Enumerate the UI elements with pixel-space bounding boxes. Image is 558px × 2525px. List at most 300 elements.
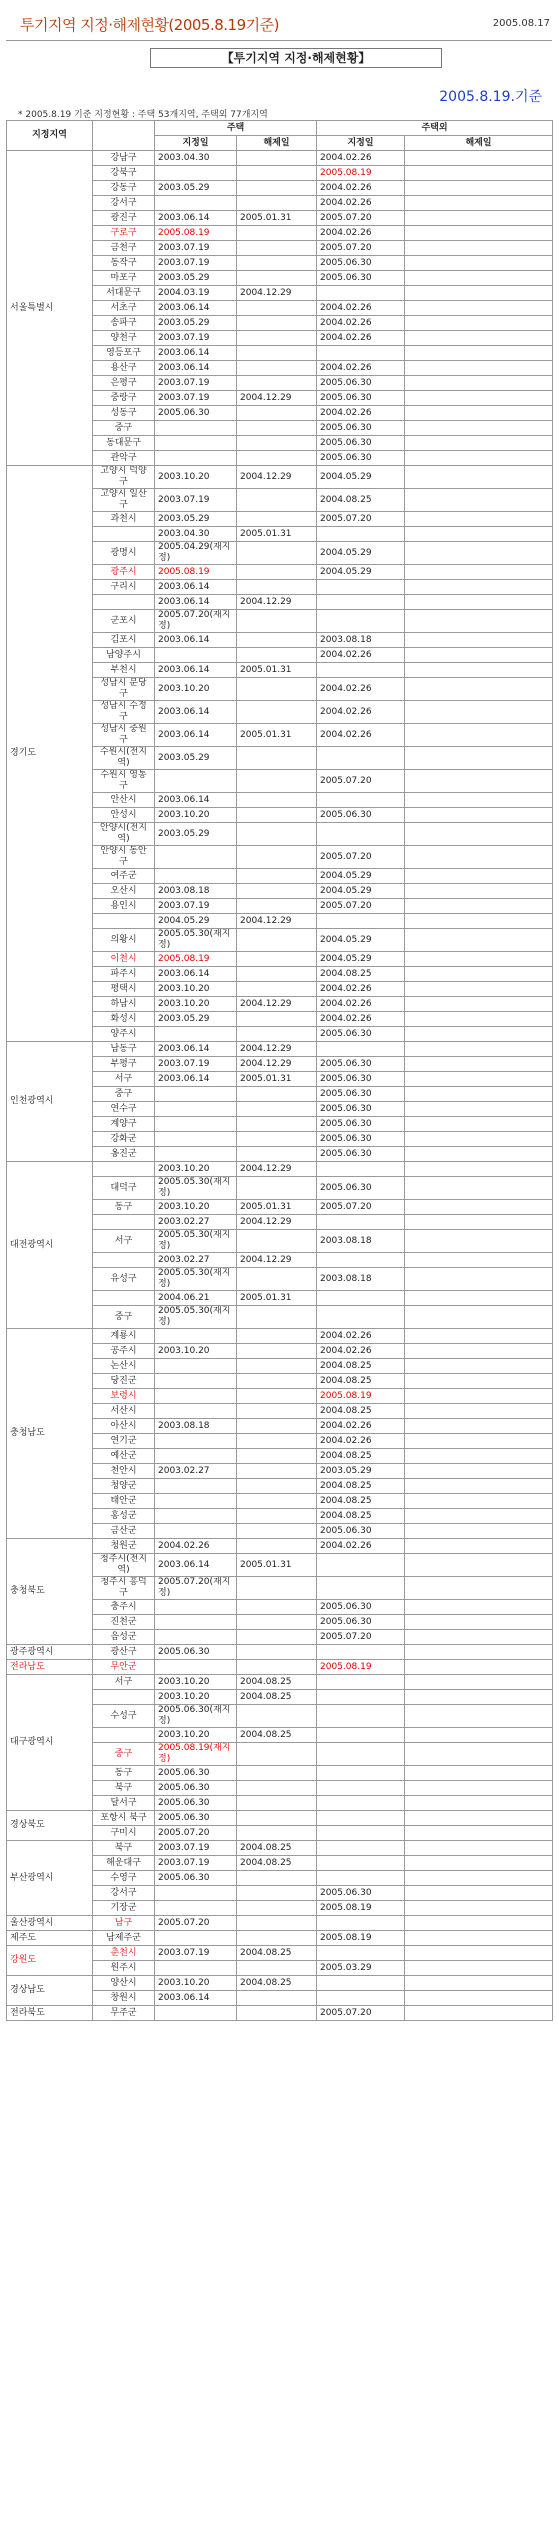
- house-released-cell: [237, 808, 317, 823]
- nonhouse-designated-cell: 2005.06.30: [317, 1600, 405, 1615]
- city-cell: 금산군: [93, 1524, 155, 1539]
- nonhouse-released-cell: [405, 181, 553, 196]
- house-designated-cell: 2003.07.19: [155, 331, 237, 346]
- house-released-cell: [237, 633, 317, 648]
- house-released-cell: [237, 884, 317, 899]
- house-released-cell: 2004.12.29: [237, 997, 317, 1012]
- house-released-cell: [237, 1177, 317, 1200]
- house-designated-cell: [155, 1524, 237, 1539]
- nonhouse-designated-cell: 2004.02.26: [317, 196, 405, 211]
- house-released-cell: 2004.12.29: [237, 1057, 317, 1072]
- house-released-cell: [237, 1524, 317, 1539]
- city-cell: 천안시: [93, 1464, 155, 1479]
- nonhouse-released-cell: [405, 899, 553, 914]
- city-cell: 고양시 일산구: [93, 489, 155, 512]
- nonhouse-designated-cell: 2005.08.19: [317, 166, 405, 181]
- city-cell: 홍성군: [93, 1509, 155, 1524]
- city-cell: 화성시: [93, 1012, 155, 1027]
- house-released-cell: [237, 1374, 317, 1389]
- nonhouse-released-cell: [405, 1434, 553, 1449]
- house-designated-cell: 2005.05.30(재지정): [155, 1306, 237, 1329]
- city-cell: 강남구: [93, 151, 155, 166]
- city-cell: 기장군: [93, 1901, 155, 1916]
- city-cell: 부평구: [93, 1057, 155, 1072]
- city-cell: 강북구: [93, 166, 155, 181]
- city-cell: 중구: [93, 1306, 155, 1329]
- nonhouse-designated-cell: [317, 1841, 405, 1856]
- nonhouse-released-cell: [405, 1524, 553, 1539]
- nonhouse-designated-cell: 2004.08.25: [317, 1479, 405, 1494]
- nonhouse-designated-cell: 2005.06.30: [317, 376, 405, 391]
- nonhouse-designated-cell: [317, 1811, 405, 1826]
- city-cell: 계룡시: [93, 1329, 155, 1344]
- house-released-cell: [237, 1494, 317, 1509]
- house-designated-cell: 2003.08.18: [155, 884, 237, 899]
- house-designated-cell: 2005.05.30(재지정): [155, 1230, 237, 1253]
- city-cell: 광진구: [93, 211, 155, 226]
- house-released-cell: [237, 361, 317, 376]
- nonhouse-released-cell: [405, 595, 553, 610]
- region-cell: 대전광역시: [7, 1162, 93, 1329]
- house-designated-cell: [155, 196, 237, 211]
- nonhouse-released-cell: [405, 1946, 553, 1961]
- region-cell: 충청북도: [7, 1539, 93, 1645]
- house-designated-cell: 2004.02.26: [155, 1539, 237, 1554]
- nonhouse-designated-cell: 2005.06.30: [317, 436, 405, 451]
- nonhouse-released-cell: [405, 1931, 553, 1946]
- house-designated-cell: 2003.07.19: [155, 391, 237, 406]
- house-designated-cell: 2005.05.30(재지정): [155, 929, 237, 952]
- table-row: [7, 1329, 553, 1344]
- city-cell: 고양시 덕양구: [93, 466, 155, 489]
- house-released-cell: [237, 1509, 317, 1524]
- city-cell: 남구: [93, 1916, 155, 1931]
- house-designated-cell: [155, 2006, 237, 2021]
- house-released-cell: [237, 436, 317, 451]
- city-cell: 남제주군: [93, 1931, 155, 1946]
- nonhouse-designated-cell: [317, 1976, 405, 1991]
- house-released-cell: [237, 1359, 317, 1374]
- nonhouse-released-cell: [405, 1306, 553, 1329]
- nonhouse-designated-cell: 2004.02.26: [317, 1012, 405, 1027]
- house-designated-cell: 2003.06.14: [155, 793, 237, 808]
- house-designated-cell: 2003.05.29: [155, 512, 237, 527]
- nonhouse-designated-cell: 2005.07.20: [317, 241, 405, 256]
- city-cell: 수원시 영통구: [93, 770, 155, 793]
- nonhouse-designated-cell: 2005.06.30: [317, 256, 405, 271]
- nonhouse-designated-cell: 2005.06.30: [317, 451, 405, 466]
- house-released-cell: 2004.08.25: [237, 1856, 317, 1871]
- house-designated-cell: [155, 1027, 237, 1042]
- house-released-cell: [237, 1102, 317, 1117]
- city-cell: 성남시 중원구: [93, 724, 155, 747]
- nonhouse-designated-cell: [317, 1645, 405, 1660]
- house-designated-cell: 2005.06.30: [155, 1871, 237, 1886]
- nonhouse-released-cell: [405, 701, 553, 724]
- nonhouse-released-cell: [405, 1268, 553, 1291]
- city-cell: 동대문구: [93, 436, 155, 451]
- house-released-cell: [237, 1630, 317, 1645]
- house-designated-cell: 2003.05.29: [155, 181, 237, 196]
- nonhouse-released-cell: [405, 1291, 553, 1306]
- city-cell: 북구: [93, 1841, 155, 1856]
- city-cell: 의왕시: [93, 929, 155, 952]
- nonhouse-designated-cell: [317, 747, 405, 770]
- house-released-cell: [237, 316, 317, 331]
- city-cell: 음성군: [93, 1630, 155, 1645]
- house-designated-cell: 2003.07.19: [155, 489, 237, 512]
- city-cell: 청주시 흥덕구: [93, 1577, 155, 1600]
- house-released-cell: [237, 1796, 317, 1811]
- house-released-cell: [237, 967, 317, 982]
- city-cell: 용인시: [93, 899, 155, 914]
- nonhouse-released-cell: [405, 1811, 553, 1826]
- house-designated-cell: 2005.07.20(재지정): [155, 610, 237, 633]
- nonhouse-released-cell: [405, 1961, 553, 1976]
- header-city: [93, 121, 155, 151]
- house-released-cell: 2004.12.29: [237, 286, 317, 301]
- city-cell: [93, 1215, 155, 1230]
- city-cell: 남양주시: [93, 648, 155, 663]
- nonhouse-designated-cell: 2005.08.19: [317, 1901, 405, 1916]
- house-designated-cell: 2003.05.29: [155, 747, 237, 770]
- house-released-cell: [237, 701, 317, 724]
- city-cell: 서구: [93, 1230, 155, 1253]
- nonhouse-designated-cell: 2005.06.30: [317, 1886, 405, 1901]
- header-nonhouse-released: 해제일: [405, 136, 553, 151]
- nonhouse-designated-cell: 2004.02.26: [317, 406, 405, 421]
- region-cell: 충청남도: [7, 1329, 93, 1539]
- nonhouse-designated-cell: [317, 914, 405, 929]
- house-designated-cell: 2003.02.27: [155, 1253, 237, 1268]
- nonhouse-designated-cell: 2004.02.26: [317, 1419, 405, 1434]
- city-cell: 군포시: [93, 610, 155, 633]
- nonhouse-released-cell: [405, 1743, 553, 1766]
- house-designated-cell: [155, 648, 237, 663]
- nonhouse-released-cell: [405, 846, 553, 869]
- nonhouse-released-cell: [405, 929, 553, 952]
- nonhouse-designated-cell: 2005.07.20: [317, 1630, 405, 1645]
- nonhouse-released-cell: [405, 1630, 553, 1645]
- table-row: [7, 1946, 553, 1961]
- nonhouse-released-cell: [405, 436, 553, 451]
- nonhouse-designated-cell: 2004.02.26: [317, 982, 405, 997]
- nonhouse-designated-cell: 2005.07.20: [317, 1200, 405, 1215]
- nonhouse-released-cell: [405, 421, 553, 436]
- city-cell: 동구: [93, 1200, 155, 1215]
- nonhouse-designated-cell: [317, 346, 405, 361]
- house-released-cell: 2005.01.31: [237, 1554, 317, 1577]
- nonhouse-designated-cell: 2004.05.29: [317, 884, 405, 899]
- house-designated-cell: 2003.06.14: [155, 595, 237, 610]
- page-title: 투기지역 지정·해제현황(2005.8.19기준): [20, 16, 279, 34]
- nonhouse-designated-cell: 2004.08.25: [317, 1404, 405, 1419]
- nonhouse-designated-cell: 2004.08.25: [317, 1374, 405, 1389]
- city-cell: 양천구: [93, 331, 155, 346]
- house-released-cell: [237, 1743, 317, 1766]
- table-row: [7, 1162, 553, 1177]
- city-cell: 무주군: [93, 2006, 155, 2021]
- nonhouse-released-cell: [405, 241, 553, 256]
- city-cell: 동작구: [93, 256, 155, 271]
- house-released-cell: [237, 1766, 317, 1781]
- city-cell: 강서구: [93, 196, 155, 211]
- nonhouse-released-cell: [405, 1675, 553, 1690]
- city-cell: 광산구: [93, 1645, 155, 1660]
- house-released-cell: 2005.01.31: [237, 527, 317, 542]
- city-cell: 안양시(전지역): [93, 823, 155, 846]
- nonhouse-designated-cell: [317, 1826, 405, 1841]
- city-cell: 남동구: [93, 1042, 155, 1057]
- city-cell: 성남시 수정구: [93, 701, 155, 724]
- house-designated-cell: [155, 166, 237, 181]
- house-designated-cell: 2003.10.20: [155, 1976, 237, 1991]
- city-cell: 청원군: [93, 1539, 155, 1554]
- city-cell: 수영구: [93, 1871, 155, 1886]
- house-released-cell: 2004.12.29: [237, 1162, 317, 1177]
- house-released-cell: 2005.01.31: [237, 1200, 317, 1215]
- house-designated-cell: 2003.07.19: [155, 899, 237, 914]
- nonhouse-released-cell: [405, 982, 553, 997]
- nonhouse-designated-cell: [317, 1554, 405, 1577]
- nonhouse-released-cell: [405, 1449, 553, 1464]
- house-designated-cell: 2003.06.14: [155, 211, 237, 226]
- house-released-cell: 2004.12.29: [237, 391, 317, 406]
- nonhouse-designated-cell: 2004.08.25: [317, 1509, 405, 1524]
- house-released-cell: [237, 1705, 317, 1728]
- house-released-cell: 2004.08.25: [237, 1728, 317, 1743]
- city-cell: 청양군: [93, 1479, 155, 1494]
- nonhouse-designated-cell: 2005.07.20: [317, 770, 405, 793]
- house-designated-cell: 2005.08.19(재지정): [155, 1743, 237, 1766]
- house-designated-cell: [155, 1329, 237, 1344]
- nonhouse-released-cell: [405, 1886, 553, 1901]
- house-designated-cell: 2005.07.20(재지정): [155, 1577, 237, 1600]
- house-released-cell: [237, 1600, 317, 1615]
- nonhouse-designated-cell: 2003.05.29: [317, 1464, 405, 1479]
- city-cell: 광주시: [93, 565, 155, 580]
- city-cell: 창원시: [93, 1991, 155, 2006]
- house-designated-cell: 2003.02.27: [155, 1215, 237, 1230]
- city-cell: 청주시(전지역): [93, 1554, 155, 1577]
- house-designated-cell: 2003.10.20: [155, 997, 237, 1012]
- house-designated-cell: [155, 1389, 237, 1404]
- designation-table: [6, 120, 553, 2021]
- city-cell: 무안군: [93, 1660, 155, 1675]
- nonhouse-released-cell: [405, 1705, 553, 1728]
- nonhouse-released-cell: [405, 1329, 553, 1344]
- house-designated-cell: 2003.05.29: [155, 823, 237, 846]
- nonhouse-designated-cell: [317, 1690, 405, 1705]
- house-released-cell: [237, 542, 317, 565]
- nonhouse-designated-cell: [317, 1291, 405, 1306]
- house-designated-cell: 2003.06.14: [155, 633, 237, 648]
- house-designated-cell: 2005.05.30(재지정): [155, 1268, 237, 1291]
- house-released-cell: [237, 1901, 317, 1916]
- house-released-cell: [237, 489, 317, 512]
- nonhouse-released-cell: [405, 633, 553, 648]
- house-released-cell: [237, 346, 317, 361]
- nonhouse-designated-cell: 2004.08.25: [317, 1449, 405, 1464]
- city-cell: 마포구: [93, 271, 155, 286]
- nonhouse-released-cell: [405, 1344, 553, 1359]
- house-released-cell: [237, 301, 317, 316]
- house-released-cell: [237, 1961, 317, 1976]
- house-released-cell: [237, 1645, 317, 1660]
- nonhouse-designated-cell: 2005.06.30: [317, 1027, 405, 1042]
- city-cell: 서구: [93, 1675, 155, 1690]
- nonhouse-released-cell: [405, 869, 553, 884]
- city-cell: 해운대구: [93, 1856, 155, 1871]
- house-designated-cell: [155, 1901, 237, 1916]
- nonhouse-designated-cell: 2005.07.20: [317, 211, 405, 226]
- header-region: 지정지역: [7, 121, 93, 151]
- nonhouse-designated-cell: 2005.07.20: [317, 846, 405, 869]
- house-released-cell: [237, 1615, 317, 1630]
- nonhouse-released-cell: [405, 823, 553, 846]
- house-released-cell: [237, 1479, 317, 1494]
- nonhouse-designated-cell: 2004.02.26: [317, 678, 405, 701]
- house-designated-cell: 2004.06.21: [155, 1291, 237, 1306]
- house-released-cell: [237, 196, 317, 211]
- nonhouse-released-cell: [405, 1901, 553, 1916]
- nonhouse-released-cell: [405, 1374, 553, 1389]
- report-date: 2005.08.17: [492, 18, 550, 29]
- nonhouse-designated-cell: 2004.08.25: [317, 967, 405, 982]
- city-cell: 서구: [93, 1072, 155, 1087]
- nonhouse-released-cell: [405, 391, 553, 406]
- nonhouse-released-cell: [405, 1117, 553, 1132]
- house-designated-cell: 2003.10.20: [155, 1200, 237, 1215]
- nonhouse-designated-cell: [317, 663, 405, 678]
- nonhouse-released-cell: [405, 1991, 553, 2006]
- table-row: [7, 1916, 553, 1931]
- city-cell: 용산구: [93, 361, 155, 376]
- nonhouse-designated-cell: 2004.02.26: [317, 361, 405, 376]
- house-released-cell: [237, 580, 317, 595]
- house-designated-cell: 2003.07.19: [155, 1841, 237, 1856]
- region-cell: 인천광역시: [7, 1042, 93, 1162]
- nonhouse-released-cell: [405, 1132, 553, 1147]
- city-cell: 달서구: [93, 1796, 155, 1811]
- city-cell: 태안군: [93, 1494, 155, 1509]
- city-cell: 수원시(전지역): [93, 747, 155, 770]
- city-cell: 안양시 동안구: [93, 846, 155, 869]
- nonhouse-released-cell: [405, 1042, 553, 1057]
- nonhouse-designated-cell: [317, 1991, 405, 2006]
- house-designated-cell: 2003.10.20: [155, 1728, 237, 1743]
- nonhouse-released-cell: [405, 542, 553, 565]
- region-cell: 광주광역시: [7, 1645, 93, 1660]
- house-released-cell: 2004.12.29: [237, 466, 317, 489]
- nonhouse-released-cell: [405, 512, 553, 527]
- house-designated-cell: 2003.10.20: [155, 1690, 237, 1705]
- house-released-cell: [237, 1027, 317, 1042]
- nonhouse-released-cell: [405, 1871, 553, 1886]
- house-released-cell: [237, 793, 317, 808]
- city-cell: 강화군: [93, 1132, 155, 1147]
- house-designated-cell: 2003.06.14: [155, 1554, 237, 1577]
- nonhouse-released-cell: [405, 489, 553, 512]
- nonhouse-designated-cell: [317, 1781, 405, 1796]
- city-cell: 김포시: [93, 633, 155, 648]
- house-released-cell: [237, 1344, 317, 1359]
- city-cell: 하남시: [93, 997, 155, 1012]
- region-cell: 경기도: [7, 466, 93, 1042]
- nonhouse-designated-cell: 2005.08.19: [317, 1660, 405, 1675]
- nonhouse-released-cell: [405, 1976, 553, 1991]
- house-designated-cell: 2003.08.18: [155, 1419, 237, 1434]
- city-cell: 춘천시: [93, 1946, 155, 1961]
- house-released-cell: [237, 678, 317, 701]
- house-designated-cell: [155, 1931, 237, 1946]
- house-designated-cell: [155, 1117, 237, 1132]
- city-cell: 이천시: [93, 952, 155, 967]
- house-released-cell: [237, 1434, 317, 1449]
- house-designated-cell: 2003.06.14: [155, 1072, 237, 1087]
- house-designated-cell: 2005.07.20: [155, 1826, 237, 1841]
- nonhouse-released-cell: [405, 1253, 553, 1268]
- house-released-cell: [237, 271, 317, 286]
- region-cell: 전라북도: [7, 2006, 93, 2021]
- region-cell: 서울특별시: [7, 151, 93, 466]
- nonhouse-designated-cell: 2005.06.30: [317, 271, 405, 286]
- nonhouse-released-cell: [405, 678, 553, 701]
- house-designated-cell: [155, 1615, 237, 1630]
- nonhouse-released-cell: [405, 1615, 553, 1630]
- house-designated-cell: [155, 1509, 237, 1524]
- city-cell: [93, 1253, 155, 1268]
- header-house: 주택: [155, 121, 317, 136]
- city-cell: 대덕구: [93, 1177, 155, 1200]
- city-cell: 중랑구: [93, 391, 155, 406]
- house-designated-cell: [155, 421, 237, 436]
- house-released-cell: [237, 1012, 317, 1027]
- nonhouse-released-cell: [405, 226, 553, 241]
- city-cell: 계양구: [93, 1117, 155, 1132]
- house-designated-cell: 2003.06.14: [155, 346, 237, 361]
- nonhouse-designated-cell: 2005.08.19: [317, 1389, 405, 1404]
- header-house-released: 해제일: [237, 136, 317, 151]
- city-cell: [93, 1728, 155, 1743]
- house-designated-cell: 2005.06.30(재지정): [155, 1705, 237, 1728]
- nonhouse-released-cell: [405, 1162, 553, 1177]
- house-released-cell: [237, 1147, 317, 1162]
- nonhouse-released-cell: [405, 565, 553, 580]
- city-cell: 안산시: [93, 793, 155, 808]
- nonhouse-released-cell: [405, 808, 553, 823]
- nonhouse-released-cell: [405, 1539, 553, 1554]
- house-released-cell: 2005.01.31: [237, 1291, 317, 1306]
- nonhouse-released-cell: [405, 1177, 553, 1200]
- house-designated-cell: 2003.10.20: [155, 808, 237, 823]
- nonhouse-designated-cell: 2005.07.20: [317, 512, 405, 527]
- house-designated-cell: 2003.06.14: [155, 967, 237, 982]
- nonhouse-released-cell: [405, 648, 553, 663]
- house-released-cell: [237, 982, 317, 997]
- nonhouse-designated-cell: 2004.02.26: [317, 226, 405, 241]
- city-cell: [93, 1162, 155, 1177]
- table-row: [7, 1841, 553, 1856]
- nonhouse-designated-cell: 2005.06.30: [317, 391, 405, 406]
- city-cell: 논산시: [93, 1359, 155, 1374]
- house-designated-cell: 2003.06.14: [155, 701, 237, 724]
- city-cell: 진천군: [93, 1615, 155, 1630]
- house-released-cell: 2005.01.31: [237, 724, 317, 747]
- nonhouse-designated-cell: 2003.08.18: [317, 1268, 405, 1291]
- house-released-cell: [237, 1230, 317, 1253]
- house-released-cell: [237, 241, 317, 256]
